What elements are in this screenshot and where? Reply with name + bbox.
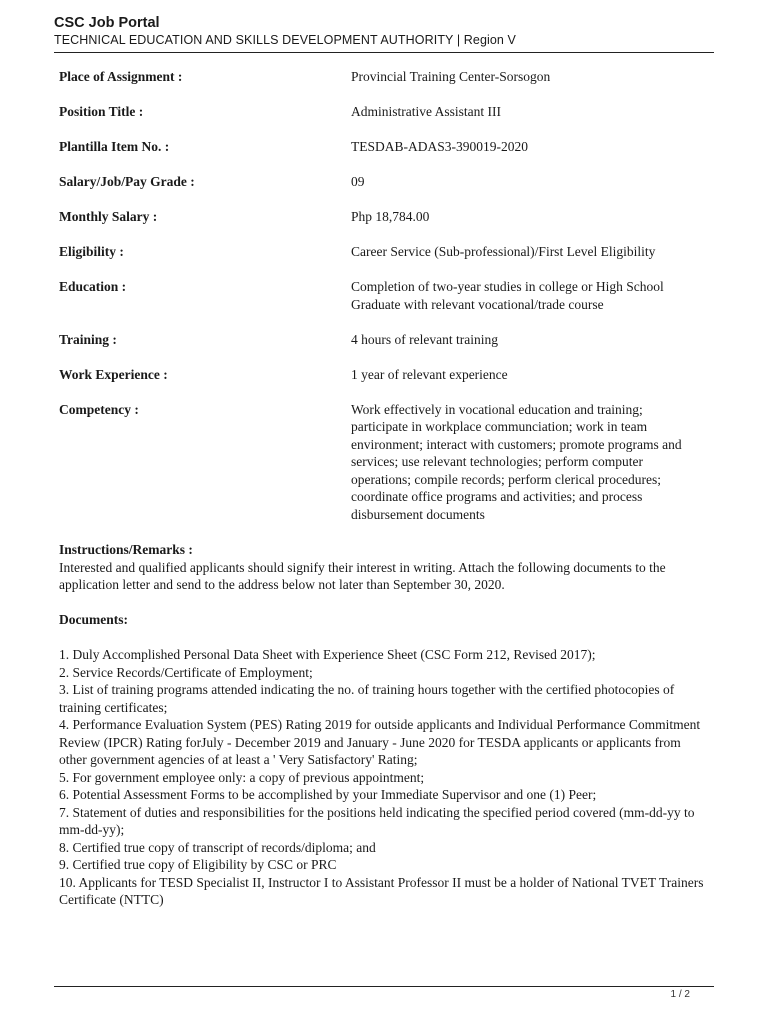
field-value: Php 18,784.00 [351,209,430,224]
field-label: Eligibility : [59,244,124,259]
field-label: Competency : [59,401,139,417]
field-label: Plantilla Item No. : [59,139,170,154]
job-details [59,68,709,541]
page-number: 1 / 2 [670,989,690,1000]
field-value: Completion of two-year studies in college or High School Graduate with relevant vocational/trade course [351,279,664,312]
page-header [54,14,714,48]
field-label: Place of Assignment : [59,69,183,84]
list-item: 4. Performance Evaluation System (PES) Rating 2019 for outside applicants and Individual Performance Commitment Review (IPCR) Rating forJuly - December 2019 and January - June 2020 for TESDA applicants or applicants from other government agencies of at least a ' Very Satisfactory' Rating; [59,717,701,767]
field-value: 4 hours of relevant training [351,331,498,347]
field-value: Provincial Training Center-Sorsogon [351,69,551,84]
field-plantilla-item [59,138,709,156]
documents-heading: Documents: [59,612,128,627]
field-label: Salary/Job/Pay Grade : [59,174,195,189]
field-value: 09 [351,174,365,189]
field-value: Work effectively in vocational education and training; participate in workplace communciation; work in team environment; interact with customers; promote programs and services; use relevant technologies; perform computer operations; compile records; perform clerical procedures; coordinate office programs and activities; and process disbursement documents [351,401,682,522]
field-value: Career Service (Sub-professional)/First Level Eligibility [351,244,656,259]
field-value: Administrative Assistant III [351,104,501,119]
instructions-text: Interested and qualified applicants should signify their interest in writing. Attach the following documents to the application letter and send to the address below not later than September 30, 2020. [59,559,666,592]
field-training [59,331,709,349]
field-value: 1 year of relevant experience [351,366,508,382]
list-item: 8. Certified true copy of transcript of records/diploma; and [59,839,376,855]
field-work-experience [59,366,709,384]
list-item: 7. Statement of duties and responsibilities for the positions held indicating the specified period covered (mm-dd-yy to mm-dd-yy); [59,804,695,837]
field-salary-grade [59,173,709,191]
field-label: Work Experience : [59,366,168,382]
header-divider [54,52,714,53]
field-monthly-salary [59,208,709,226]
agency-subtitle: TECHNICAL EDUCATION AND SKILLS DEVELOPMENT AUTHORITY | Region V [54,33,516,47]
field-education [59,278,709,313]
instructions-heading: Instructions/Remarks : [59,542,193,557]
list-item: 3. List of training programs attended indicating the no. of training hours together with the certified photocopies of training certificates; [59,682,675,715]
field-value: TESDAB-ADAS3-390019-2020 [351,139,528,154]
field-position-title [59,103,709,121]
list-item: 5. For government employee only: a copy of previous appointment; [59,769,425,785]
field-label: Monthly Salary : [59,209,158,224]
field-eligibility [59,243,709,261]
documents-list [59,646,709,909]
portal-title: CSC Job Portal [54,15,160,31]
footer-divider [54,986,714,987]
field-competency [59,401,709,524]
list-item: 6. Potential Assessment Forms to be accomplished by your Immediate Supervisor and one (1) Peer; [59,787,597,802]
list-item: 10. Applicants for TESD Specialist II, Instructor I to Assistant Professor II must be a holder of National TVET Trainers Certificate (NTTC) [59,874,704,907]
list-item: 9. Certified true copy of Eligibility by CSC or PRC [59,857,337,872]
instructions-section [59,541,709,909]
field-label: Position Title : [59,104,144,119]
field-label: Training : [59,331,117,347]
field-place-of-assignment [59,68,709,86]
list-item: 1. Duly Accomplished Personal Data Sheet with Experience Sheet (CSC Form 212, Revised 2017); [59,647,596,662]
field-label: Education : [59,279,127,294]
list-item: 2. Service Records/Certificate of Employment; [59,664,313,680]
